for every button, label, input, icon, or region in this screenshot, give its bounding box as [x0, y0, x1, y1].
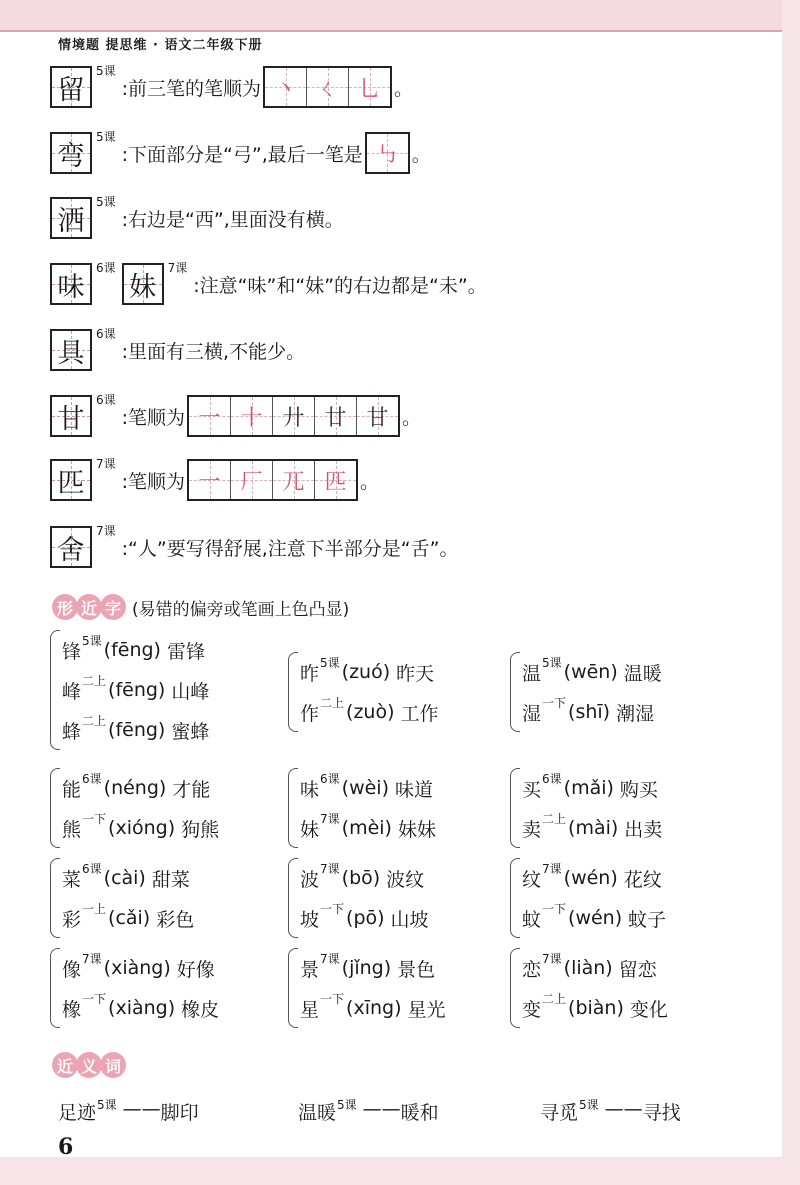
entry-ch: 作: [300, 702, 320, 725]
similar-char-entry: [62, 670, 209, 710]
stroke-cell: 匹: [314, 461, 356, 499]
brace: [510, 652, 520, 732]
entry-word: 变化: [629, 998, 668, 1021]
char-box: [50, 395, 92, 437]
brace: [50, 768, 60, 848]
char: 具: [57, 337, 85, 369]
entry-word: 波纹: [386, 868, 425, 891]
similar-char-entry: [300, 768, 436, 808]
stroke-cell: 乚: [348, 68, 390, 106]
entry-ch: 湿: [522, 702, 542, 725]
similar-char-entry: [522, 988, 668, 1028]
similar-char-entry: [522, 768, 662, 808]
top-divider: [0, 30, 800, 32]
entry-lesson: 一下: [320, 902, 345, 916]
similar-char-entry: [62, 630, 209, 670]
entry-word: 潮湿: [616, 702, 655, 725]
similar-char-group: [510, 768, 662, 848]
char-box: [50, 263, 92, 305]
synonyms-heading: [52, 1052, 124, 1078]
similar-char-group: [288, 948, 446, 1028]
entry-py: (xiàng): [108, 997, 176, 1019]
entry-word: 温暖: [623, 662, 662, 685]
similar-char-entry: [62, 768, 219, 808]
entry-lesson: 7课: [542, 862, 562, 876]
entry-ch: 温: [522, 662, 542, 685]
entry-word: 留恋: [618, 958, 657, 981]
entry-lesson: 6课: [82, 772, 102, 786]
entry-py: (biàn): [568, 997, 624, 1019]
entry-ch: 蜂: [62, 720, 82, 743]
entry-lesson: 7课: [320, 952, 340, 966]
similar-char-entry: [522, 858, 666, 898]
similar-chars-heading: [52, 594, 349, 620]
char-note: :右边是“西”,里面没有横。: [121, 208, 344, 231]
char-box: [50, 329, 92, 371]
section-badge: 形 近 字: [52, 594, 124, 620]
similar-char-entry: [522, 898, 666, 938]
entry-word: 购买: [619, 778, 658, 801]
entry-py: (xīng): [346, 997, 402, 1019]
entry-py: (fēng): [108, 719, 166, 741]
entry-ch: 锋: [62, 640, 82, 663]
entry-lesson: 二上: [542, 992, 567, 1006]
stroke-cell: 兀: [272, 461, 314, 499]
lesson-tag: 7课: [96, 524, 116, 538]
entry-word: 妹妹: [397, 818, 436, 841]
entry-py: (wèi): [341, 777, 389, 799]
char: 留: [57, 74, 85, 106]
char-box: [50, 197, 92, 239]
entry-py: (liàn): [563, 957, 613, 979]
similar-char-entry: [300, 948, 446, 988]
brace: [510, 948, 520, 1028]
entry-ch: 星: [300, 998, 320, 1021]
stroke-cell: 廾: [272, 397, 314, 435]
entry-py: (zuò): [346, 701, 395, 723]
similar-char-entry: [300, 988, 446, 1028]
similar-char-entry: [522, 808, 662, 848]
char-note: :笔顺为: [121, 406, 186, 429]
brace: [288, 652, 298, 732]
entry-py: (cài): [103, 867, 146, 889]
similar-char-entry: [300, 652, 439, 692]
brace: [50, 630, 60, 750]
page-number: 6: [58, 1134, 74, 1160]
entry-word: 昨天: [396, 662, 435, 685]
char-note: :“人”要写得舒展,注意下半部分是“舌”。: [121, 537, 459, 560]
char-row-ju: [50, 329, 305, 371]
entry-py: (néng): [103, 777, 167, 799]
entry-ch: 纹: [522, 868, 542, 891]
char-note: :下面部分是“弓”,最后一笔是: [121, 143, 363, 166]
similar-char-entry: [300, 898, 429, 938]
entry-py: (cǎi): [108, 907, 151, 929]
entry-ch: 菜: [62, 868, 82, 891]
entry-ch: 妹: [300, 818, 320, 841]
entry-word: 蜜蜂: [171, 720, 210, 743]
char-note: :笔顺为: [121, 470, 186, 493]
entry-word: 山坡: [390, 908, 429, 931]
char: 匹: [57, 467, 85, 499]
entry-lesson: 二上: [542, 812, 567, 826]
entry-word: 工作: [400, 702, 439, 725]
entry-ch: 波: [300, 868, 320, 891]
entry-ch: 能: [62, 778, 82, 801]
similar-char-entry: [522, 948, 668, 988]
entry-ch: 买: [522, 778, 542, 801]
similar-char-entry: [62, 988, 219, 1028]
entry-py: (wēn): [563, 661, 618, 683]
char-row-pi: [50, 459, 379, 501]
char: 洒: [57, 205, 85, 237]
entry-py: (fēng): [108, 679, 166, 701]
char-row-she: [50, 526, 458, 568]
char-box: [50, 526, 92, 568]
entry-lesson: 一下: [542, 696, 567, 710]
similar-char-entry: [62, 808, 219, 848]
top-decor-band: [0, 0, 800, 30]
entry-py: (wén): [563, 867, 618, 889]
entry-ch: 彩: [62, 908, 82, 931]
similar-char-entry: [300, 692, 439, 732]
char: 弯: [57, 140, 85, 172]
entry-word: 雷锋: [166, 640, 205, 663]
lesson-tag: 5课: [96, 130, 116, 144]
entry-py: (xiàng): [103, 957, 171, 979]
stroke-cell: 一: [189, 397, 230, 435]
synonym-pair: 温暖 5课 —— 暖和: [298, 1098, 439, 1124]
entry-ch: 像: [62, 958, 82, 981]
stroke-order-grid: [187, 459, 358, 501]
entry-ch: 昨: [300, 662, 320, 685]
entry-lesson: 6课: [82, 862, 102, 876]
entry-lesson: 7课: [320, 812, 340, 826]
char-note: :前三笔的笔顺为: [121, 77, 262, 100]
synonym-pair: 足迹 5课 —— 脚印: [58, 1098, 199, 1124]
entry-ch: 峰: [62, 680, 82, 703]
entry-lesson: 7课: [320, 862, 340, 876]
similar-char-group: [288, 858, 429, 938]
entry-ch: 变: [522, 998, 542, 1021]
entry-ch: 卖: [522, 818, 542, 841]
char-row-sa: [50, 197, 344, 239]
char-row-liu: [50, 66, 413, 108]
similar-char-group: [288, 652, 439, 732]
entry-word: 狗熊: [181, 818, 220, 841]
similar-char-entry: [62, 898, 194, 938]
entry-ch: 橡: [62, 998, 82, 1021]
entry-word: 山峰: [171, 680, 210, 703]
entry-py: (fēng): [103, 639, 161, 661]
entry-py: (mèi): [341, 817, 392, 839]
stroke-cell: 厂: [230, 461, 272, 499]
entry-py: (xióng): [108, 817, 176, 839]
char: 舍: [57, 534, 85, 566]
similar-char-group: [510, 948, 668, 1028]
entry-word: 才能: [172, 778, 211, 801]
stroke-cell: ㇉: [367, 134, 408, 172]
char-row-gan: [50, 395, 421, 437]
entry-word: 星光: [407, 998, 446, 1021]
brace: [288, 948, 298, 1028]
similar-char-entry: [62, 948, 219, 988]
similar-char-group: [288, 768, 436, 848]
entry-ch: 熊: [62, 818, 82, 841]
char: 妹: [129, 271, 157, 303]
entry-lesson: 6课: [542, 772, 562, 786]
entry-lesson: 一下: [320, 992, 345, 1006]
similar-char-entry: [300, 808, 436, 848]
entry-lesson: 一上: [82, 902, 107, 916]
char-row-wei-mei: [50, 263, 487, 305]
book-header: 情境题 提思维 · 语文二年级下册: [58, 38, 263, 53]
brace: [288, 768, 298, 848]
similar-char-entry: [62, 710, 209, 750]
stroke-cell: ㄑ: [306, 68, 348, 106]
entry-lesson: 一下: [82, 992, 107, 1006]
entry-lesson: 6课: [320, 772, 340, 786]
punctuation: 。: [402, 406, 422, 429]
entry-word: 甜菜: [151, 868, 190, 891]
brace: [288, 858, 298, 938]
entry-py: (zuó): [341, 661, 391, 683]
entry-py: (shī): [568, 701, 611, 723]
similar-char-group: [510, 858, 666, 938]
similar-char-entry: [300, 858, 429, 898]
entry-lesson: 7课: [82, 952, 102, 966]
entry-ch: 味: [300, 778, 320, 801]
brace: [50, 948, 60, 1028]
bottom-decor-band: [0, 1157, 800, 1185]
right-edge-decor: [782, 0, 800, 1185]
similar-char-entry: [522, 692, 662, 732]
entry-lesson: 5课: [320, 656, 340, 670]
stroke-order-grid: [365, 132, 410, 174]
entry-word: 彩色: [156, 908, 195, 931]
section-badge: 近 义 词: [52, 1052, 124, 1078]
lesson-tag: 5课: [96, 195, 116, 209]
entry-py: (jǐng): [341, 957, 392, 979]
char: 味: [57, 271, 85, 303]
entry-lesson: 5课: [82, 634, 102, 648]
entry-word: 橡皮: [181, 998, 220, 1021]
punctuation: 。: [411, 143, 431, 166]
entry-ch: 坡: [300, 908, 320, 931]
synonym-pair: 寻觅 5课 —— 寻找: [540, 1098, 681, 1124]
similar-char-group: [50, 948, 219, 1028]
char-box: [50, 132, 92, 174]
stroke-order-grid: [187, 395, 400, 437]
entry-py: (mǎi): [563, 777, 614, 799]
entry-ch: 景: [300, 958, 320, 981]
entry-word: 味道: [395, 778, 434, 801]
char: 甘: [57, 403, 85, 435]
similar-char-entry: [62, 858, 194, 898]
stroke-order-grid: [263, 66, 392, 108]
entry-lesson: 二上: [82, 674, 107, 688]
entry-word: 出卖: [624, 818, 663, 841]
punctuation: 。: [394, 77, 414, 100]
char-box: [50, 66, 92, 108]
entry-lesson: 一下: [82, 812, 107, 826]
lesson-tag: 5课: [96, 64, 116, 78]
similar-char-group: [510, 652, 662, 732]
similar-char-group: [50, 768, 219, 848]
similar-char-entry: [522, 652, 662, 692]
lesson-tag: 6课: [96, 327, 116, 341]
entry-lesson: 一下: [542, 902, 567, 916]
brace: [510, 768, 520, 848]
entry-word: 蚊子: [628, 908, 667, 931]
char-note: :里面有三横,不能少。: [121, 340, 306, 363]
lesson-tag: 6课: [96, 393, 116, 407]
section-note: (易错的偏旁或笔画上色凸显): [132, 599, 350, 620]
char-row-wan: [50, 132, 431, 174]
brace: [50, 858, 60, 938]
entry-lesson: 7课: [542, 952, 562, 966]
entry-ch: 恋: [522, 958, 542, 981]
lesson-tag: 6课: [96, 261, 116, 275]
stroke-cell: 廿: [314, 397, 356, 435]
entry-word: 好像: [176, 958, 215, 981]
entry-ch: 蚊: [522, 908, 542, 931]
stroke-cell: 一: [189, 461, 230, 499]
char-note: :注意“味”和“妹”的右边都是“未”。: [193, 274, 487, 297]
char-box: [122, 263, 164, 305]
punctuation: 。: [360, 470, 380, 493]
lesson-tag: 7课: [167, 261, 188, 275]
stroke-cell: 丶: [265, 68, 306, 106]
char-box: [50, 459, 92, 501]
entry-lesson: 5课: [542, 656, 562, 670]
entry-py: (wén): [568, 907, 623, 929]
entry-lesson: 二上: [82, 714, 107, 728]
similar-char-group: [50, 630, 209, 750]
entry-py: (bō): [341, 867, 381, 889]
brace: [510, 858, 520, 938]
lesson-tag: 7课: [96, 457, 116, 471]
entry-word: 花纹: [623, 868, 662, 891]
stroke-cell: 十: [230, 397, 272, 435]
entry-py: (pō): [346, 907, 385, 929]
similar-char-group: [50, 858, 194, 938]
entry-word: 景色: [397, 958, 436, 981]
entry-py: (mài): [568, 817, 619, 839]
entry-lesson: 二上: [320, 696, 345, 710]
stroke-cell: 甘: [356, 397, 398, 435]
